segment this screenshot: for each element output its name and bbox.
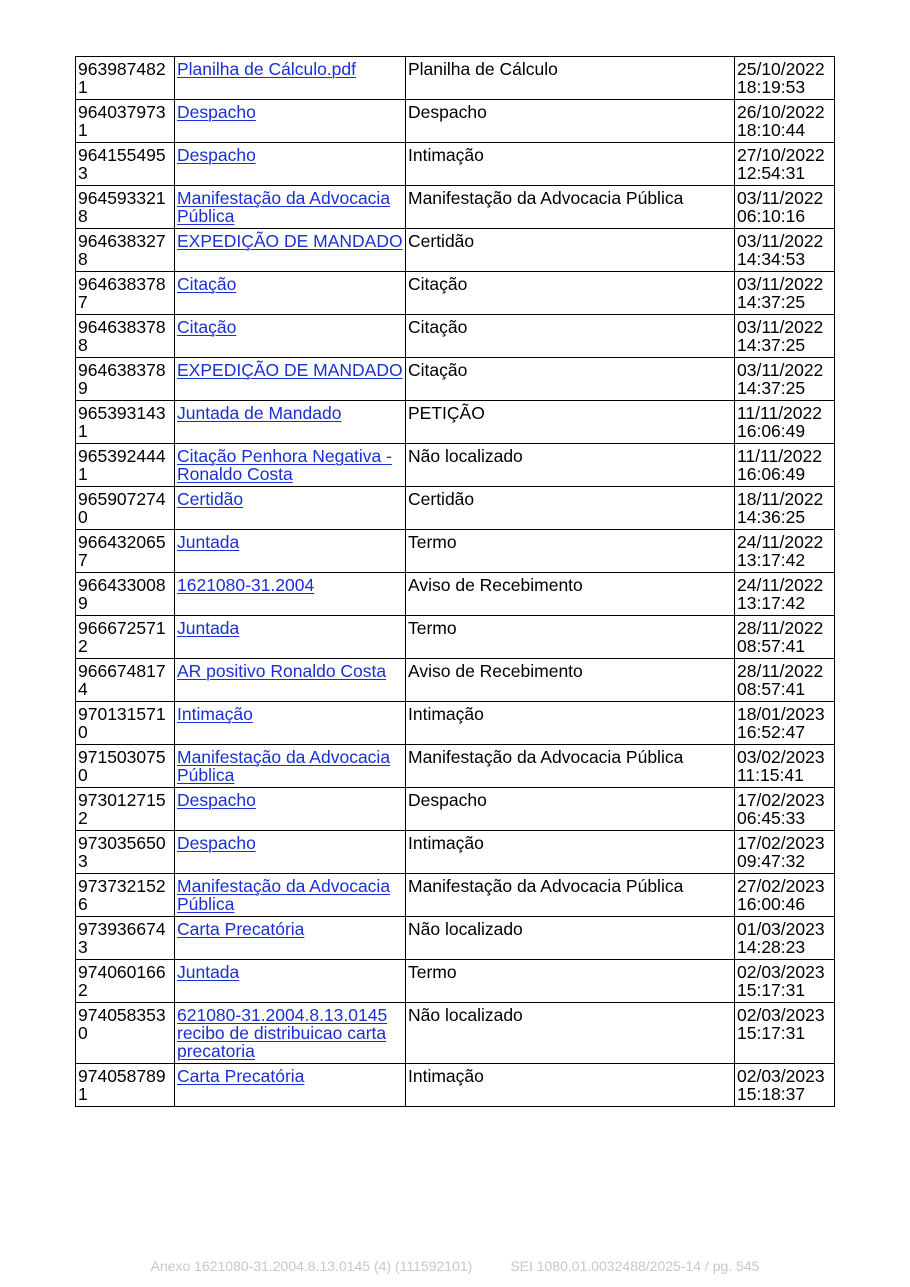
document-type: Certidão <box>406 487 735 530</box>
document-date: 03/11/2022 <box>737 274 824 294</box>
document-link[interactable]: 1621080-31.2004 <box>177 575 315 595</box>
document-link[interactable]: Planilha de Cálculo.pdf <box>177 59 357 79</box>
document-link[interactable]: Citação <box>177 274 237 294</box>
document-id-cell <box>76 444 175 487</box>
document-datetime-cell <box>735 272 835 315</box>
table-row <box>76 358 835 401</box>
document-id: 971503075 <box>78 747 166 767</box>
document-datetime-cell <box>735 702 835 745</box>
table-row <box>76 143 835 186</box>
table-row <box>76 745 835 788</box>
document-link-cell <box>175 874 406 917</box>
document-id-cell <box>76 874 175 917</box>
documents-table-body <box>76 57 835 1107</box>
document-id-check-digit: 1 <box>78 464 88 484</box>
document-time: 14:37:25 <box>737 378 806 398</box>
document-id-check-digit: 0 <box>78 507 88 527</box>
document-datetime-cell <box>735 487 835 530</box>
document-date: 03/11/2022 <box>737 188 824 208</box>
footer-sei-reference: SEI 1080.01.0032488/2025-14 / pg. 545 <box>510 1258 760 1274</box>
document-time: 14:36:25 <box>737 507 806 527</box>
document-link[interactable]: Manifestação da Advocacia Pública <box>177 188 391 226</box>
document-id: 970131571 <box>78 704 166 724</box>
table-row <box>76 702 835 745</box>
table-row <box>76 229 835 272</box>
document-link[interactable]: EXPEDIÇÃO DE MANDADO <box>177 231 403 251</box>
document-type: PETIÇÃO <box>406 401 735 444</box>
document-id-check-digit: 1 <box>78 421 88 441</box>
document-type: Manifestação da Advocacia Pública <box>406 186 735 229</box>
document-link-cell <box>175 573 406 616</box>
document-link[interactable]: Juntada <box>177 618 240 638</box>
document-id-check-digit: 1 <box>78 1084 88 1104</box>
document-datetime-cell <box>735 358 835 401</box>
document-datetime-cell <box>735 315 835 358</box>
documents-table <box>75 56 835 1107</box>
document-id-check-digit: 6 <box>78 894 88 914</box>
document-datetime-cell <box>735 788 835 831</box>
document-id-check-digit: 8 <box>78 249 88 269</box>
document-id: 964638378 <box>78 360 166 380</box>
document-type: Manifestação da Advocacia Pública <box>406 745 735 788</box>
document-id-check-digit: 4 <box>78 679 88 699</box>
document-time: 16:52:47 <box>737 722 806 742</box>
document-date: 02/03/2023 <box>737 1066 825 1086</box>
document-type: Termo <box>406 616 735 659</box>
document-time: 15:17:31 <box>737 980 806 1000</box>
document-id: 974058353 <box>78 1005 166 1025</box>
document-id: 973936674 <box>78 919 166 939</box>
document-link-cell <box>175 186 406 229</box>
document-link[interactable]: AR positivo Ronaldo Costa <box>177 661 387 681</box>
document-type: Aviso de Recebimento <box>406 659 735 702</box>
table-row <box>76 1003 835 1064</box>
document-id-cell <box>76 831 175 874</box>
table-row <box>76 315 835 358</box>
document-type: Planilha de Cálculo <box>406 57 735 100</box>
document-time: 14:34:53 <box>737 249 806 269</box>
document-id-cell <box>76 788 175 831</box>
document-id-check-digit: 1 <box>78 77 88 97</box>
document-id: 964638378 <box>78 274 166 294</box>
document-date: 03/11/2022 <box>737 360 824 380</box>
document-id-check-digit: 0 <box>78 1023 88 1043</box>
document-id-check-digit: 1 <box>78 120 88 140</box>
document-datetime-cell <box>735 745 835 788</box>
document-id-check-digit: 9 <box>78 593 88 613</box>
table-row <box>76 100 835 143</box>
document-type: Não localizado <box>406 1003 735 1064</box>
document-link[interactable]: Certidão <box>177 489 244 509</box>
document-id: 974058789 <box>78 1066 166 1086</box>
document-time: 13:17:42 <box>737 593 806 613</box>
document-date: 17/02/2023 <box>737 833 825 853</box>
document-time: 16:06:49 <box>737 464 806 484</box>
document-id-cell <box>76 487 175 530</box>
document-id: 965907274 <box>78 489 166 509</box>
document-time: 12:54:31 <box>737 163 806 183</box>
document-id-cell <box>76 272 175 315</box>
document-datetime-cell <box>735 917 835 960</box>
document-link-cell <box>175 702 406 745</box>
table-row <box>76 788 835 831</box>
document-datetime-cell <box>735 143 835 186</box>
document-date: 28/11/2022 <box>737 618 824 638</box>
document-id-check-digit: 3 <box>78 851 88 871</box>
document-id-check-digit: 0 <box>78 765 88 785</box>
document-link-cell <box>175 444 406 487</box>
document-time: 14:37:25 <box>737 335 806 355</box>
document-date: 28/11/2022 <box>737 661 824 681</box>
document-type: Despacho <box>406 788 735 831</box>
document-time: 16:06:49 <box>737 421 806 441</box>
document-link-cell <box>175 358 406 401</box>
document-time: 18:19:53 <box>737 77 806 97</box>
document-date: 24/11/2022 <box>737 575 824 595</box>
document-time: 08:57:41 <box>737 636 806 656</box>
document-id: 965392444 <box>78 446 166 466</box>
document-id-cell <box>76 1003 175 1064</box>
document-id-check-digit: 3 <box>78 163 88 183</box>
document-link[interactable]: EXPEDIÇÃO DE MANDADO <box>177 360 403 380</box>
document-type: Certidão <box>406 229 735 272</box>
document-datetime-cell <box>735 401 835 444</box>
document-id-cell <box>76 315 175 358</box>
document-id-check-digit: 0 <box>78 722 88 742</box>
document-id-cell <box>76 530 175 573</box>
document-id-cell <box>76 100 175 143</box>
table-row <box>76 874 835 917</box>
document-link-cell <box>175 315 406 358</box>
document-link[interactable]: Carta Precatória <box>177 919 305 939</box>
table-row <box>76 960 835 1003</box>
table-row <box>76 186 835 229</box>
document-id-check-digit: 2 <box>78 808 88 828</box>
document-id: 973012715 <box>78 790 166 810</box>
document-id-cell <box>76 917 175 960</box>
document-type: Termo <box>406 960 735 1003</box>
document-link-cell <box>175 960 406 1003</box>
document-id-cell <box>76 401 175 444</box>
document-id: 965393143 <box>78 403 166 423</box>
document-time: 14:28:23 <box>737 937 806 957</box>
document-datetime-cell <box>735 229 835 272</box>
document-type: Intimação <box>406 1064 735 1107</box>
document-datetime-cell <box>735 960 835 1003</box>
document-id-cell <box>76 616 175 659</box>
document-id-check-digit: 2 <box>78 636 88 656</box>
document-link[interactable]: Despacho <box>177 145 256 165</box>
table-row <box>76 530 835 573</box>
document-date: 11/11/2022 <box>737 446 822 466</box>
document-time: 14:37:25 <box>737 292 806 312</box>
document-link[interactable]: Juntada <box>177 962 240 982</box>
document-date: 02/03/2023 <box>737 962 825 982</box>
document-time: 15:17:31 <box>737 1023 806 1043</box>
document-date: 11/11/2022 <box>737 403 822 423</box>
document-date: 18/01/2023 <box>737 704 825 724</box>
table-row <box>76 616 835 659</box>
document-time: 08:57:41 <box>737 679 806 699</box>
document-link-cell <box>175 1003 406 1064</box>
document-date: 01/03/2023 <box>737 919 825 939</box>
document-link[interactable]: 621080-31.2004.8.13.0145 recibo de distribuicao carta precatoria <box>177 1005 388 1061</box>
document-datetime-cell <box>735 186 835 229</box>
document-type: Despacho <box>406 100 735 143</box>
document-link-cell <box>175 530 406 573</box>
document-link-cell <box>175 745 406 788</box>
document-datetime-cell <box>735 100 835 143</box>
document-datetime-cell <box>735 874 835 917</box>
document-id-check-digit: 2 <box>78 980 88 1000</box>
document-id-cell <box>76 745 175 788</box>
table-row <box>76 831 835 874</box>
document-id-check-digit: 8 <box>78 335 88 355</box>
document-time: 06:45:33 <box>737 808 806 828</box>
document-id: 963987482 <box>78 59 166 79</box>
page-footer <box>0 1258 910 1274</box>
table-row <box>76 659 835 702</box>
document-id-check-digit: 7 <box>78 550 88 570</box>
document-type: Manifestação da Advocacia Pública <box>406 874 735 917</box>
document-time: 16:00:46 <box>737 894 806 914</box>
document-date: 25/10/2022 <box>737 59 825 79</box>
document-id-check-digit: 8 <box>78 206 88 226</box>
table-row <box>76 272 835 315</box>
document-time: 11:15:41 <box>737 765 804 785</box>
document-id-cell <box>76 659 175 702</box>
document-date: 03/11/2022 <box>737 317 824 337</box>
document-link-cell <box>175 57 406 100</box>
document-id-cell <box>76 143 175 186</box>
document-link-cell <box>175 100 406 143</box>
document-id-cell <box>76 358 175 401</box>
document-id: 966674817 <box>78 661 166 681</box>
document-time: 06:10:16 <box>737 206 806 226</box>
document-link-cell <box>175 229 406 272</box>
document-link-cell <box>175 788 406 831</box>
document-id-check-digit: 7 <box>78 292 88 312</box>
document-type: Citação <box>406 358 735 401</box>
document-type: Intimação <box>406 831 735 874</box>
document-datetime-cell <box>735 831 835 874</box>
document-date: 26/10/2022 <box>737 102 825 122</box>
document-id-cell <box>76 1064 175 1107</box>
document-link[interactable]: Juntada de Mandado <box>177 403 342 423</box>
document-link-cell <box>175 487 406 530</box>
document-id-cell <box>76 702 175 745</box>
document-link[interactable]: Citação Penhora Negativa - Ronaldo Costa <box>177 446 392 484</box>
document-link[interactable]: Manifestação da Advocacia Pública <box>177 747 391 785</box>
document-link[interactable]: Citação <box>177 317 237 337</box>
document-link[interactable]: Intimação <box>177 704 253 724</box>
document-link-cell <box>175 616 406 659</box>
document-time: 18:10:44 <box>737 120 806 140</box>
document-id: 966672571 <box>78 618 166 638</box>
document-link-cell <box>175 1064 406 1107</box>
document-id-check-digit: 3 <box>78 937 88 957</box>
document-date: 24/11/2022 <box>737 532 824 552</box>
document-id-cell <box>76 960 175 1003</box>
document-id-cell <box>76 186 175 229</box>
document-datetime-cell <box>735 573 835 616</box>
document-type: Não localizado <box>406 917 735 960</box>
document-datetime-cell <box>735 616 835 659</box>
document-id: 974060166 <box>78 962 166 982</box>
document-date: 02/03/2023 <box>737 1005 825 1025</box>
table-row <box>76 1064 835 1107</box>
document-link-cell <box>175 143 406 186</box>
document-datetime-cell <box>735 659 835 702</box>
footer-annex-reference: Anexo 1621080-31.2004.8.13.0145 (4) (111592101) <box>150 1258 473 1274</box>
document-type: Intimação <box>406 143 735 186</box>
document-id: 966433008 <box>78 575 166 595</box>
table-row <box>76 487 835 530</box>
document-link[interactable]: Despacho <box>177 102 256 122</box>
document-id: 964037973 <box>78 102 166 122</box>
document-datetime-cell <box>735 1064 835 1107</box>
document-link-cell <box>175 917 406 960</box>
document-time: 15:18:37 <box>737 1084 806 1104</box>
document-datetime-cell <box>735 57 835 100</box>
document-link-cell <box>175 401 406 444</box>
document-id: 964593321 <box>78 188 166 208</box>
document-type: Intimação <box>406 702 735 745</box>
document-id: 973732152 <box>78 876 166 896</box>
document-datetime-cell <box>735 1003 835 1064</box>
document-date: 03/02/2023 <box>737 747 825 767</box>
document-id: 973035650 <box>78 833 166 853</box>
document-date: 18/11/2022 <box>737 489 824 509</box>
document-link-cell <box>175 659 406 702</box>
document-date: 27/02/2023 <box>737 876 825 896</box>
document-time: 13:17:42 <box>737 550 806 570</box>
document-type: Aviso de Recebimento <box>406 573 735 616</box>
document-link[interactable]: Carta Precatória <box>177 1066 305 1086</box>
document-date: 03/11/2022 <box>737 231 824 251</box>
document-date: 27/10/2022 <box>737 145 825 165</box>
table-row <box>76 401 835 444</box>
document-id: 964638378 <box>78 317 166 337</box>
document-datetime-cell <box>735 530 835 573</box>
document-id-cell <box>76 57 175 100</box>
document-id-cell <box>76 229 175 272</box>
document-link[interactable]: Juntada <box>177 532 240 552</box>
document-time: 09:47:32 <box>737 851 806 871</box>
document-type: Citação <box>406 315 735 358</box>
table-row <box>76 57 835 100</box>
document-id: 966432065 <box>78 532 166 552</box>
document-id: 964155495 <box>78 145 166 165</box>
document-link-cell <box>175 272 406 315</box>
document-link-cell <box>175 831 406 874</box>
table-row <box>76 917 835 960</box>
document-id-check-digit: 9 <box>78 378 88 398</box>
table-row <box>76 444 835 487</box>
document-id-cell <box>76 573 175 616</box>
document-link[interactable]: Despacho <box>177 833 256 853</box>
document-type: Não localizado <box>406 444 735 487</box>
document-link[interactable]: Despacho <box>177 790 256 810</box>
document-type: Termo <box>406 530 735 573</box>
document-type: Citação <box>406 272 735 315</box>
document-datetime-cell <box>735 444 835 487</box>
table-row <box>76 573 835 616</box>
document-id: 964638327 <box>78 231 166 251</box>
document-date: 17/02/2023 <box>737 790 825 810</box>
document-link[interactable]: Manifestação da Advocacia Pública <box>177 876 391 914</box>
